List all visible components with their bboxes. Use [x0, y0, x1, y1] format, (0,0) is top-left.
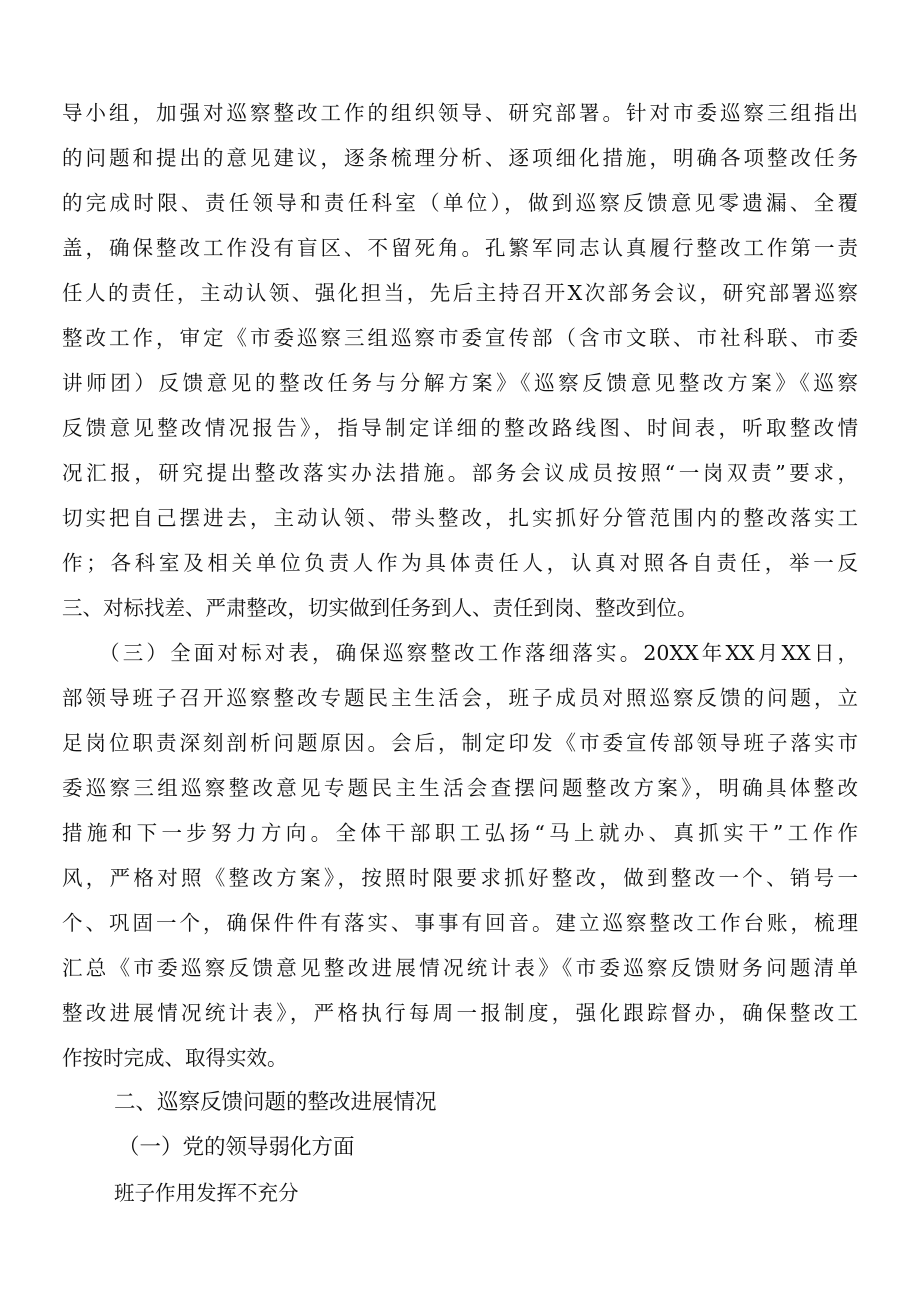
- paragraph-2-line-5: 措施和下一步努力方向。全体干部职工弘扬“马上就办、真抓实干”工作作: [62, 821, 858, 845]
- paragraph-1-line-2: 的问题和提出的意见建议，逐条梳理分析、逐项细化措施，明确各项整改任务: [62, 146, 858, 170]
- paragraph-1-line-1: 导小组，加强对巡察整改工作的组织领导、研究部署。针对市委巡察三组指出: [62, 101, 858, 125]
- paragraph-1-line-12: 三、对标找差、严肃整改，切实做到任务到人、责任到岗、整改到位。: [62, 596, 698, 620]
- paragraph-2-line-4: 委巡察三组巡察整改意见专题民主生活会查摆问题整改方案》，明确具体整改: [62, 776, 858, 800]
- closing-line: 班子作用发挥不充分: [114, 1181, 299, 1205]
- paragraph-1-line-4: 盖，确保整改工作没有盲区、不留死角。孔繁军同志认真履行整改工作第一责: [62, 236, 858, 260]
- paragraph-1-line-10: 切实把自己摆进去，主动认领、带头整改，扎实抓好分管范围内的整改落实工: [62, 506, 858, 530]
- paragraph-1-line-5: 任人的责任，主动认领、强化担当，先后主持召开X次部务会议，研究部署巡察: [62, 281, 858, 305]
- paragraph-1-line-11: 作；各科室及相关单位负责人作为具体责任人，认真对照各自责任，举一反: [62, 551, 858, 575]
- paragraph-2-line-10: 作按时完成、取得实效。: [62, 1046, 288, 1070]
- paragraph-2-line-1: （三）全面对标对表，确保巡察整改工作落细落实。20XX年XX月XX日，: [62, 641, 858, 665]
- paragraph-1-line-3: 的完成时限、责任领导和责任科室（单位），做到巡察反馈意见零遗漏、全覆: [62, 191, 858, 215]
- paragraph-1-line-9: 况汇报，研究提出整改落实办法措施。部务会议成员按照“一岗双责”要求，: [62, 461, 858, 485]
- paragraph-1-line-7: 讲师团）反馈意见的整改任务与分解方案》《巡察反馈意见整改方案》《巡察: [62, 371, 858, 395]
- paragraph-2-line-2: 部领导班子召开巡察整改专题民主生活会，班子成员对照巡察反馈的问题，立: [62, 686, 858, 710]
- paragraph-2-line-7: 个、巩固一个，确保件件有落实、事事有回音。建立巡察整改工作台账，梳理: [62, 911, 858, 935]
- paragraph-2-line-6: 风，严格对照《整改方案》，按照时限要求抓好整改，做到整改一个、销号一: [62, 866, 858, 890]
- paragraph-1-line-6: 整改工作，审定《市委巡察三组巡察市委宣传部（含市文联、市社科联、市委: [62, 326, 858, 350]
- subsection-heading-1: （一）党的领导弱化方面: [118, 1135, 355, 1160]
- paragraph-2-line-3: 足岗位职责深刻剖析问题原因。会后，制定印发《市委宣传部领导班子落实市: [62, 731, 858, 755]
- paragraph-2-line-8: 汇总《市委巡察反馈意见整改进展情况统计表》《市委巡察反馈财务问题清单: [62, 956, 858, 980]
- paragraph-1-line-8: 反馈意见整改情况报告》，指导制定详细的整改路线图、时间表，听取整改情: [62, 416, 858, 440]
- section-heading-2: 二、巡察反馈问题的整改进展情况: [114, 1090, 437, 1115]
- paragraph-2-line-9: 整改进展情况统计表》，严格执行每周一报制度，强化跟踪督办，确保整改工: [62, 1001, 858, 1025]
